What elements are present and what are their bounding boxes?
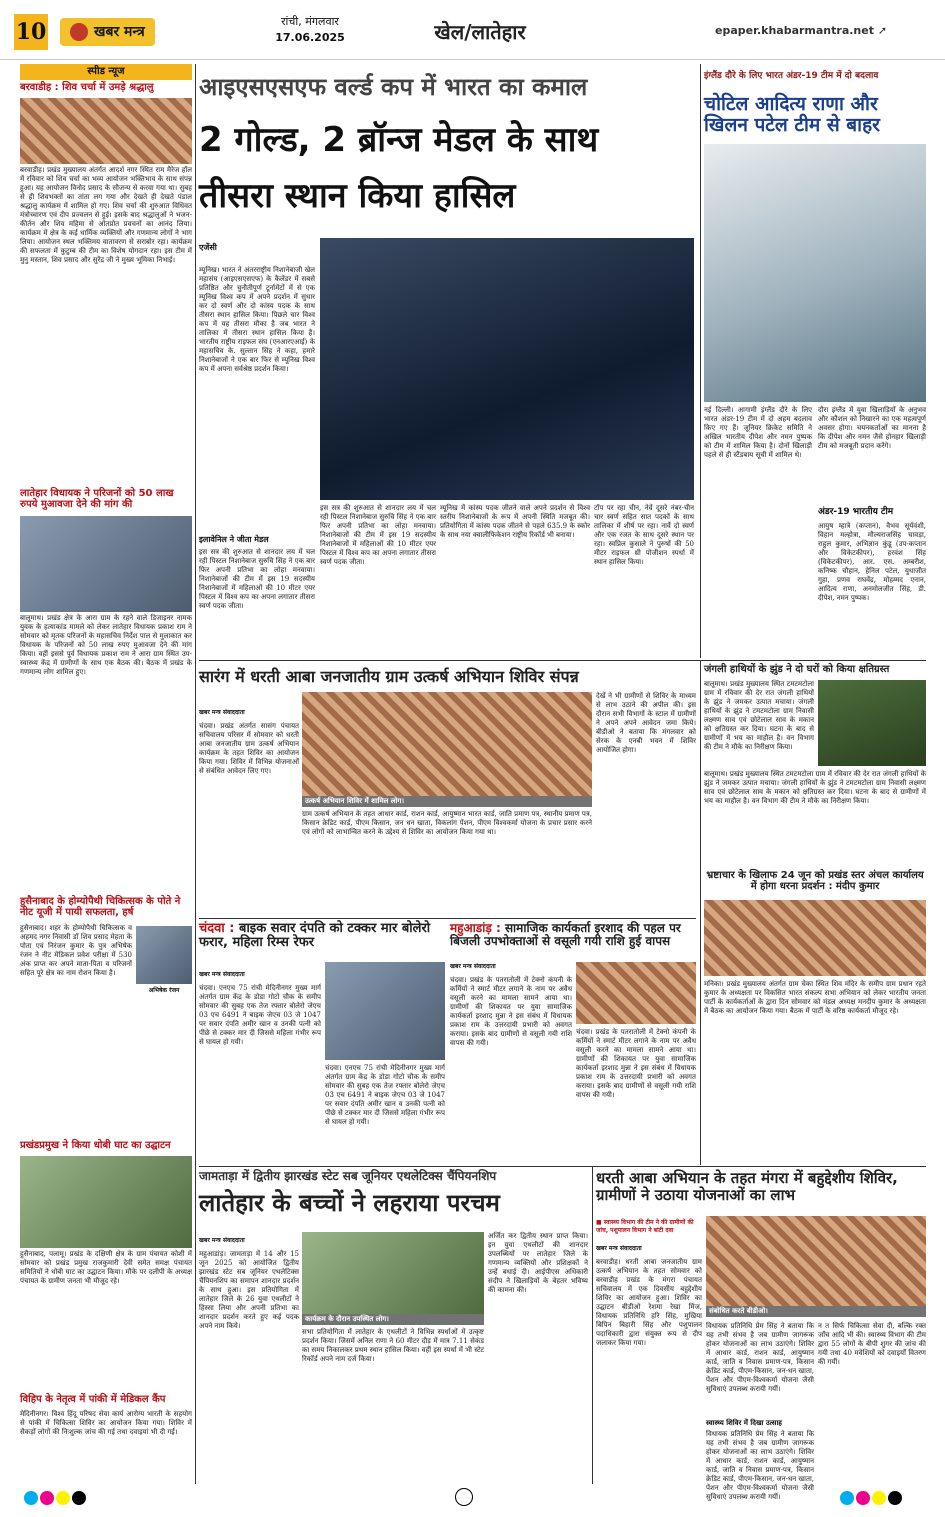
cursor-icon: ➚ [877, 24, 888, 37]
story-headline-line1: 2 गोल्ड, 2 ब्रॉन्ज मेडल के साथ [199, 120, 599, 160]
cyan-swatch-icon [24, 1491, 38, 1505]
date-place: रांची, मंगलवार [281, 15, 339, 28]
story-photo [20, 1156, 192, 1248]
story-body: देखें ने भी ग्रामीणों से शिविर के माध्यम से लाभ उठाने की अपील की। इस दौरान सभी विभागों के स्टाल में ग्रामीणों ने अपने अपने आवेदन जमा किये। बीडीओ ने बताया कि मंगलवार को सेरक के एनबी भवन में शिविर आयोजित होगा। [596, 692, 696, 754]
brand-logo [60, 18, 155, 46]
byline: खबर मन्त्र संवाददाता [199, 709, 245, 716]
epaper-link[interactable]: epaper.khabarmantra.net ➚ [715, 24, 888, 37]
photo-caption: उत्कर्ष अभियान शिविर में शामिल लोग। [302, 796, 592, 807]
left-column [20, 64, 192, 1484]
place-label: महुआडांड़ : [450, 921, 501, 935]
story-body: म्यूनिख में कांस्य पदक जीतने वाले अपने प्रदर्शन से विश्व स्तरीय निशानेबाजों के रूप में अपनी स्थिति मजबूत की। प्रतियोगिता में कांस्य पदक जीतने से पहले 635.9 के स्कोर के साथ नया क्वालीफिकेशन राष्ट्रीय रिकॉर्ड भी बनाया। [440, 504, 590, 539]
yellow-swatch-icon [56, 1491, 70, 1505]
story-body: चंदवा। एनएच 75 रांची मेदिनीनगर मुख्य मार्ग अंतर्गत ग्राम केंद्र के डोडा गोटो चौक के समीप सोमवार की सुबह एक तेज रफ्तार बोलेरो जेएच 03 एच 6491 ने बाइक जेएच 03 जे 1047 पर सवार दंपति अमीर खान व उनकी पत्नी को पीछे से टक्कर मार दी जिससे महिला गंभीर रूप से घायल हो गयी। [199, 984, 321, 1046]
story-photo [706, 1216, 926, 1306]
story-body: दौरा इंग्लैंड में युवा खिलाड़ियों के अनुभव और कौशल को निखारने का एक महत्वपूर्ण अवसर होगा। चयनकर्ताओं का मानना है कि दीपेश और नमन जैसे होनहार खिलाड़ी टीम को मजबूती प्रदान करेंगे। [818, 406, 926, 450]
story-body: न त सिर्फ चिकित्सा सेवा दी, बल्कि रक्त जाँच आदि भी की। स्वास्थ्य विभाग की टीम द्वारा 55 लोगों के बीपी शुगर की जांच की गयी तथा 40 मवेशियों को दवाइयाँ वितरण की गयीं। [818, 1322, 926, 1366]
speed-news-tag: स्पीड न्यूज [20, 64, 192, 80]
story-headline: प्रखंडप्रमुख ने किया धोबी घाट का उद्घाटन [20, 1140, 171, 1151]
byline: खबर मन्त्र संवाददाता [450, 963, 496, 970]
story-headline: बरवाडीह : शिव चर्चा में उमड़े श्रद्धालु [20, 82, 154, 93]
story-body: हुसैनाबाद। शहर के होम्योपैथी चिकित्सक व अहमद नगर निवासी डॉ शिव प्रसाद मेहता के पोता एवं निरंजन कुमार के पुत्र अभिषेक रंजन ने नीट मेडिकल प्रवेश परीक्षा में 530 अंक प्राप्त कर अपने माता-पिता व परिजनों सहित पूरे क्षेत्र का नाम रोशन किया है। [20, 924, 132, 977]
story-headline: हुसैनाबाद के होम्योपैथी चिकित्सक के पोते ने नीट यूजी में पायी सफलता, हर्ष [20, 896, 181, 918]
story-photo [20, 516, 192, 612]
magenta-swatch-icon [40, 1491, 54, 1505]
story-kicker: जामताड़ा में द्वितीय झारखंड स्टेट सब जूनियर एथलेटिक्स चैंपियनशिप [199, 1169, 497, 1183]
story-headline: लातेहार के बच्चों ने लहराया परचम [199, 1189, 500, 1217]
brand-logo-icon [70, 23, 88, 41]
column-divider [195, 64, 196, 1484]
story-headline: चोटिल आदित्य राणा और खिलन पटेल टीम से बाहर [704, 93, 880, 136]
story-body: चंदवा। प्रखंड के पतरातोली में टेक्नो कंपनी के कर्मियों ने स्मार्ट मीटर लगाने के नाम पर अवैध वसूली करने का मामला सामने आया था। ग्रामीणों की शिकायत पर युवा सामाजिक कार्यकर्ता इरशाद मुन्ना ने इस संबंध में विधायक प्रकाश राम के उत्तरदायी प्रभारी को अवगत कराया। इसके बाद ग्रामीणों से वसूली गयी राशि वापस की गयी। [576, 1028, 696, 1099]
column-divider [700, 660, 701, 1165]
agency-label: एजेंसी [199, 243, 217, 252]
story-body: बालूमाथ। प्रखंड मुख्यालय स्थित टमटमटोला ग्राम में रविवार की देर रात जंगली हाथियों के झुंड ने जमकर उत्पात मचाया। जंगली हाथियों के झुंड ने टमटमटोला ग्राम निवासी लक्ष्मण साव एवं छोटेलाल साव के मकान को क्षतिग्रस्त कर दिया। घटना के बाद से ग्रामीणों में भय का माहौल है। वन विभाग की टीम ने मौके का निरीक्षण किया। [704, 680, 814, 751]
portrait-photo [136, 926, 192, 984]
story-body: बालूमाथ। प्रखंड मुख्यालय स्थित टमटमटोला ग्राम में रविवार की देर रात जंगली हाथियों के झुंड ने जमकर उत्पात मचाया। जंगली हाथियों के झुंड ने टमटमटोला ग्राम निवासी लक्ष्मण साव एवं छोटेलाल साव के मकान को क्षतिग्रस्त कर दिया। घटना के बाद से ग्रामीणों में भय का माहौल है। वन विभाग की टीम ने मौके का निरीक्षण किया। [704, 770, 926, 805]
story-body: मनिका। प्रखंड मुख्यालय अंतर्गत ग्राम चेका स्थित शिव मंदिर के समीप ग्राम प्रधान रहते कुमार के अध्यक्षता पर विकसित भारत संकल्प सभा अभियान को लेकर भारतीय जनता पार्टी के कार्यकर्ताओं के द्वारा दिन सोमवार को मंडल अध्यक्ष मनदीप कुमार के अध्यक्षता में बैठक का आयोजन किया गया। बैठक में पार्टी के वरिष्ठ कार्यकर्ता मौजूद रहे। [704, 980, 926, 1015]
byline: खबर मन्त्र संवाददाता [199, 1237, 245, 1244]
date: 17.06.2025 [275, 31, 345, 44]
story-body: महुआडांड़। जामताड़ा में 14 और 15 जून 2025 को आयोजित द्वितीय झारखंड स्टेट सब जूनियर एथलेटिक्स चैंपियनशिप का समापन शानदार प्रदर्शन के साथ हुआ। इस प्रतियोगिता में लातेहार जिले के 26 युवा एथलीटों ने हिस्सा लिया और अपनी प्रतिभा का शानदार प्रदर्शन करते हुए कई पदक अपने नाम किये। [199, 1250, 299, 1330]
place-label: चंदवा : [199, 921, 235, 936]
story-body: नई दिल्ली। आगामी इंग्लैंड दौरे के लिए भारत अंडर-19 टीम में दो अहम बदलाव किए गए हैं। जूनियर क्रिकेट समिति ने अखिल भारतीय दीपेश और नमन पुष्पक को टीम में शामिल किया है। दोनों खिलाड़ी पहले से ही स्टैंडबाय सूची में शामिल थे। [704, 406, 812, 459]
story-kicker: आइएसएसएफ वर्ल्ड कप में भारत का कमाल [199, 73, 588, 101]
section-title: खेल/लातेहार [434, 20, 526, 44]
story-headline: भ्रष्टाचार के खिलाफ 24 जून को प्रखंड स्तर अंचल कार्यालय में होगा धरना प्रदर्शन : मंदीप कुमार [706, 870, 924, 892]
story-body: बरवाडीह। प्रखंड मुख्यालय अंतर्गत आदर्श नगर स्थित राम मैरेज हॉल में रविवार को शिव चर्चा का भव्य आयोजन भक्तिभाव के साथ संपन्न हुआ। यह आयोजन विनोद प्रसाद के सौजन्य से करवा गया था। सुबह से ही शिवभक्तों का तांता लग गया और देखते ही देखते पंडाल श्रद्धालु कार्यक्रम में शामिल हो गए। शिव चर्चा की शुरुआत विधिवत मंत्रोच्चारण एवं दीप प्रज्वलन से हुई। इसके बाद श्रद्धालुओं ने भजन-कीर्तन और शिव महिमा से ओतप्रोत प्रवचनों का आनंद लिया। कार्यक्रम में क्षेत्र के कई धार्मिक व्यक्तियों और गणमान्य लोगों ने भाग लिया। आयोजन स्थल भक्तिमय वातावरण से सराबोर रहा। कार्यक्रम की सफलता में कुटुम्ब की टीम का विशेष योगदान रहा। इस टीम में मुनु मस्तान, शिव प्रसाद और सुरेंद्र जी ने मुख्य भूमिका निभाई। [20, 166, 192, 264]
story-photo [818, 680, 926, 766]
story-body: म्यूनिख। भारत ने अंतरराष्ट्रीय निशानेबाजी खेल महासंघ (आइएसएसएफ) के कैलेंडर में सबसे प्रतिष्ठित और चुनौतीपूर्ण टूर्नामेंटों में से एक म्यूनिख विश्व कप में अपने प्रदर्शन में सुधार कर दो स्वर्ण और दो कांस्य पदक के साथ तीसरा स्थान हासिल किया। पिछले चार विश्व कप में यह तीसरा मौका है जब भारत ने तालिका में तीसरा स्थान हासिल किया है। भारतीय राष्ट्रीय राइफल संघ (एनआरएआई) के महासचिव के. सुल्तान सिंह ने कहा, हमारे निशानेबाजों ने एक बार फिर से म्यूनिख विश्व कप में अपना सर्वश्रेष्ठ प्रदर्शन किया। [199, 266, 315, 373]
story-headline [450, 922, 696, 948]
story-subhead: इलावेनिल ने जीता मेडल [199, 535, 269, 544]
photo-caption: संबोधित करते बीडीओ। [706, 1306, 926, 1317]
magenta-swatch-icon [856, 1491, 870, 1505]
story-body: सभा प्रतियोगिता में लातेहार के एथलीटों ने विभिन्न स्पर्धाओं में उत्कृष्ट प्रदर्शन किया। जिसमें अनिल राणा ने 60 मीटर दौड़ में मात्र 7.11 सेकंड का समय निकालकर प्रथम स्थान हासिल किया। वहीं इस स्पर्धा में भी स्टेट रिकॉर्ड अपने नाम दर्ज किया। [302, 1328, 484, 1363]
story-body: बालूमाथ। प्रखंड क्षेत्र के आरा ग्राम के रहने वाले डिजाइनर नामक युवक के हत्याकांड मामले को लेकर लातेहार विधायक प्रकाश राम ने सोमवार को मृतक परिजनों के महासचिव निर्देश पाल से मुलाकात कर विधायक के परिजनों को 50 लाख रुपए मुआवजा देने की मांग किया। वहीं इससे पूर्व विधायक प्रकाश राम ने आरा ग्राम स्थित उप-स्वास्थ्य केंद्र में ग्रामीणों के साथ एक बैठक की। बैठक में प्रखंड के गणमान्य लोग शामिल हुए। [20, 614, 192, 676]
photo-caption: कार्यक्रम के दौरान उपस्थित लोग। [302, 1314, 484, 1325]
story-photo [325, 962, 445, 1060]
story-kicker: इंग्लैंड दौरे के लिए भारत अंडर-19 टीम में दो बदलाव [704, 71, 879, 81]
story-body: विधायक प्रतिनिधि प्रेम सिंह ने बताया कि यह तभी संभव है जब ग्रामीण जागरूक होकर योजनाओं का लाभ उठाएंगे। शिविर में आधार कार्ड, राशन कार्ड, आयुष्मान कार्ड, जाति व निवास प्रमाण-पत्र, किसान क्रेडिट कार्ड, पीएम-किसान, जन-धन खाता, पेंशन और पीएम-विश्वकर्मा योजना जैसी सुविधाएं उपलब्ध करायी गयीं। [706, 1322, 814, 1393]
story-headline: जंगली हाथियों के झुंड ने दो घरों को किया क्षतिग्रस्त [704, 664, 890, 675]
shooter-photo [320, 238, 694, 500]
story-bullet: ■ स्वास्थ्य विभाग की टीम ने की ग्रामीणों की जांच, पशुपालन विभाग ने बांटी दवा [596, 1219, 694, 1234]
page-header [0, 0, 945, 60]
squad-list: आयुष म्हात्रे (कप्तान), वैभव सूर्यवंशी, विहान मल्होत्रा, मौल्यराजसिंह चावड़ा, राहुल कुमार, अभिज्ञान कुंडू (उप-कप्तान और विकेटकीपर), हरवंश सिंह (विकेटकीपर), आर. एस. अम्बरीश, कनिष्क चौहान, हेनिल पटेल, युधाजीत गुहा, प्रणव राघवेंद्र, मोहम्मद एनान, आदित्य राणा, अनमोलजीत सिंह, डी. दीपेश, नमन पुष्पक। [818, 522, 926, 602]
story-photo [576, 962, 696, 1024]
page-number: 10 [14, 14, 48, 50]
story-body: चंदवा। एनएच 75 रांची मेदिनीनगर मुख्य मार्ग अंतर्गत ग्राम केंद्र के डोडा गोटो चौक के समीप सोमवार की सुबह एक तेज रफ्तार बोलेरो जेएच 03 एच 6491 ने बाइक जेएच 03 जे 1047 पर सवार दंपति अमीर खान व उनकी पत्नी को पीछे से टक्कर मार दी जिससे महिला गंभीर रूप से घायल हो गयी। [325, 1064, 445, 1126]
row-divider [199, 660, 926, 661]
story-photo [704, 900, 926, 976]
row-divider [199, 1166, 926, 1167]
story-headline: विहिप के नेतृत्व में पांकी में मेडिकल कैंप [20, 1394, 166, 1405]
story-photo [302, 1232, 484, 1314]
story-headline: लातेहार विधायक ने परिजनों को 50 लाख रुपये मुआवजा देने की मांग की [20, 488, 174, 510]
cricket-story [704, 64, 926, 658]
crosshair-icon [455, 1488, 473, 1506]
dateline [240, 14, 380, 46]
story-body: अर्जित कर द्वितीय स्थान प्राप्त किया। इन युवा एथलीटों की शानदार उपलब्धियों पर लातेहार जिले के गणमान्य व्यक्तियों और प्रशिक्षकों ने उन्हें बधाई दी। आईपीएस अधिकारी संदीप ने खिलाड़ियों के बेहतर भविष्य की कामना की। [488, 1232, 588, 1294]
story-subhead: स्वास्थ्य शिविर में दिखा उत्साह [706, 1419, 783, 1427]
story-body: टॉप पर रहा चीन, नेवें दूसरे नंबर-चीन चार स्वर्ण सहित सात पदकों के साथ तालिका में शीर्ष पर रहा। नार्वे दो स्वर्ण और एक रजत के साथ दूसरे स्थान पर रहा। स्वप्निल कुसाले ने पुरुषों की 50 मीटर राइफल थ्री पोजीशन स्पर्धा में स्थान हासिल किया। [594, 504, 694, 566]
byline: खबर मन्त्र संवाददाता [596, 1245, 642, 1252]
headline-text: बाइक सवार दंपति को टक्कर मार बोलेरो फरार, महिला रिम्स रेफर [199, 921, 431, 951]
registration-marks-left [24, 1490, 154, 1508]
black-swatch-icon [72, 1491, 86, 1505]
story-body: बरवाडीह। धरती आबा जनजातीय ग्राम उत्कर्ष अभियान के तहत सोमवार को बरवाडीह प्रखंड के मंगरा पंचायत सचिवालय में एक दिवसीय बहुद्देशीय शिविर का आयोजन हुआ। शिविर का उद्घाटन बीडीओ रेशमा रेखा मिंज, विधायक प्रतिनिधि हरि सिंह, मुखिया बिपिन बिहारी सिंह और पशुपालन पदाधिकारी द्वारा संयुक्त रूप से दीप जलाकर किया गया। [596, 1258, 702, 1347]
black-swatch-icon [888, 1491, 902, 1505]
story-body: मेदिनीनगर। विश्व हिंदू परिषद सेवा कार्य आरोग्य भारती के सहयोग से पांकी में चिकित्सा शिविर का आयोजन किया गया। शिविर में सैकड़ों लोगों की निःशुल्क जांच की गई तथा दवाइयां भी दी गईं। [20, 1410, 192, 1436]
story-body: इस सत्र की शुरुआत से शानदार लय में चल रही पिस्टल निशानेबाज सुरुचि सिंह ने एक बार फिर अपनी प्रतिभा का लोहा मनवाया। निशानेबाजों की टीम में इस 19 सदस्यीय निशानेबाजों में महिलाओं की 10 मीटर एयर पिस्टल में विश्व कप का अपना लगातार तीसरा स्वर्ण पदक जीता। [199, 548, 315, 610]
yellow-swatch-icon [872, 1491, 886, 1505]
story-body: हुसैनाबाद, पलामू। प्रखंड के दक्षिणी क्षेत्र के ग्राम पंचायत कोशी में सोमवार को प्रखंड प्रमुख राजकुमारी देवी समेत समक्ष पंचायत समितियों ने धोबी घाट का उद्घाटन किया। मौके पर दलीपी के अध्यक्ष पंचायत के ग्रामीण जनता भी मौजूद रहे। [20, 1250, 192, 1285]
story-headline: सारंग में धरती आबा जनजातीय ग्राम उत्कर्ष अभियान शिविर संपन्न [199, 667, 579, 686]
bullet-icon: ■ [596, 1219, 604, 1226]
cricketer-photo [704, 144, 926, 402]
story-headline [199, 922, 445, 951]
headline-text: सामाजिक कार्यकर्ता इरशाद की पहल पर बिजली उपभोक्ताओं से वसूली गयी राशि हुई वापस [450, 921, 681, 949]
cyan-swatch-icon [840, 1491, 854, 1505]
story-photo [302, 692, 592, 796]
column-divider [700, 64, 701, 658]
photo-caption: अभिषेक रंजन [148, 987, 180, 994]
brand-name: खबर मन्त्र [94, 24, 145, 40]
story-headline: धरती आबा अभियान के तहत मंगरा में बहुद्देशीय शिविर, ग्रामीणों ने उठाया योजनाओं का लाभ [596, 1169, 898, 1204]
story-body: चंदवा। प्रखंड अंतर्गत सासंग पंचायत सचिवालय परिसर में सोमवार को धरती आबा जनजातीय ग्राम उत्कर्ष अभियान कार्यक्रम के तहत शिविर का आयोजन किया गया। शिविर में विभिन्न योजनाओं से संबंधित आवेदन लिए गए। [199, 722, 299, 775]
story-body: विधायक प्रतिनिधि प्रेम सिंह ने बताया कि यह तभी संभव है जब ग्रामीण जागरूक होकर योजनाओं का लाभ उठाएंगे। शिविर में आधार कार्ड, राशन कार्ड, आयुष्मान कार्ड, जाति व निवास प्रमाण-पत्र, किसान क्रेडिट कार्ड, पीएम-किसान, जन-धन खाता, पेंशन और पीएम-विश्वकर्मा योजना जैसी सुविधाएं उपलब्ध करायी गयीं। [706, 1430, 814, 1501]
byline: खबर मन्त्र संवाददाता [199, 971, 245, 978]
squad-heading: अंडर-19 भारतीय टीम [818, 507, 894, 517]
story-body: चंदवा। प्रखंड के पतरातोली में टेक्नो कंपनी के कर्मियों ने स्मार्ट मीटर लगाने के नाम पर अवैध वसूली करने का मामला सामने आया था। ग्रामीणों की शिकायत पर युवा सामाजिक कार्यकर्ता इरशाद मुन्ना ने इस संबंध में विधायक प्रकाश राम के उत्तरदायी प्रभारी को अवगत कराया। इसके बाद ग्रामीणों से वसूली गयी राशि वापस की गयी। [450, 976, 572, 1047]
column-divider [592, 1166, 593, 1484]
row-divider [199, 918, 696, 919]
registration-marks-right [840, 1490, 940, 1508]
story-headline-line2: तीसरा स्थान किया हासिल [199, 176, 516, 216]
story-body: इस सत्र की शुरुआत से शानदार लय में चल रही पिस्टल निशानेबाज सुरुचि सिंह ने एक बार फिर अपनी प्रतिभा का लोहा मनवाया। निशानेबाजों की टीम में इस 19 सदस्यीय निशानेबाजों में महिलाओं की 10 मीटर एयर पिस्टल में विश्व कप का अपना लगातार तीसरा स्वर्ण पदक जीता। [320, 504, 436, 566]
story-photo [20, 98, 192, 164]
story-body: ग्राम उत्कर्ष अभियान के तहत आधार कार्ड, राशन कार्ड, आयुष्मान भारत कार्ड, जाति प्रमाण पत्र, स्थानीय प्रमाण पत्र, किसान क्रेडिट कार्ड, पीएम किसान, जन धन खाता, विकलांग पेंशन, पीएम विश्वकर्मा योजना के प्रचार प्रसार करने एवं लोगों को लाभान्वित करने के उद्देश्य से शिविर का आयोजन किया गया था। [302, 810, 592, 836]
